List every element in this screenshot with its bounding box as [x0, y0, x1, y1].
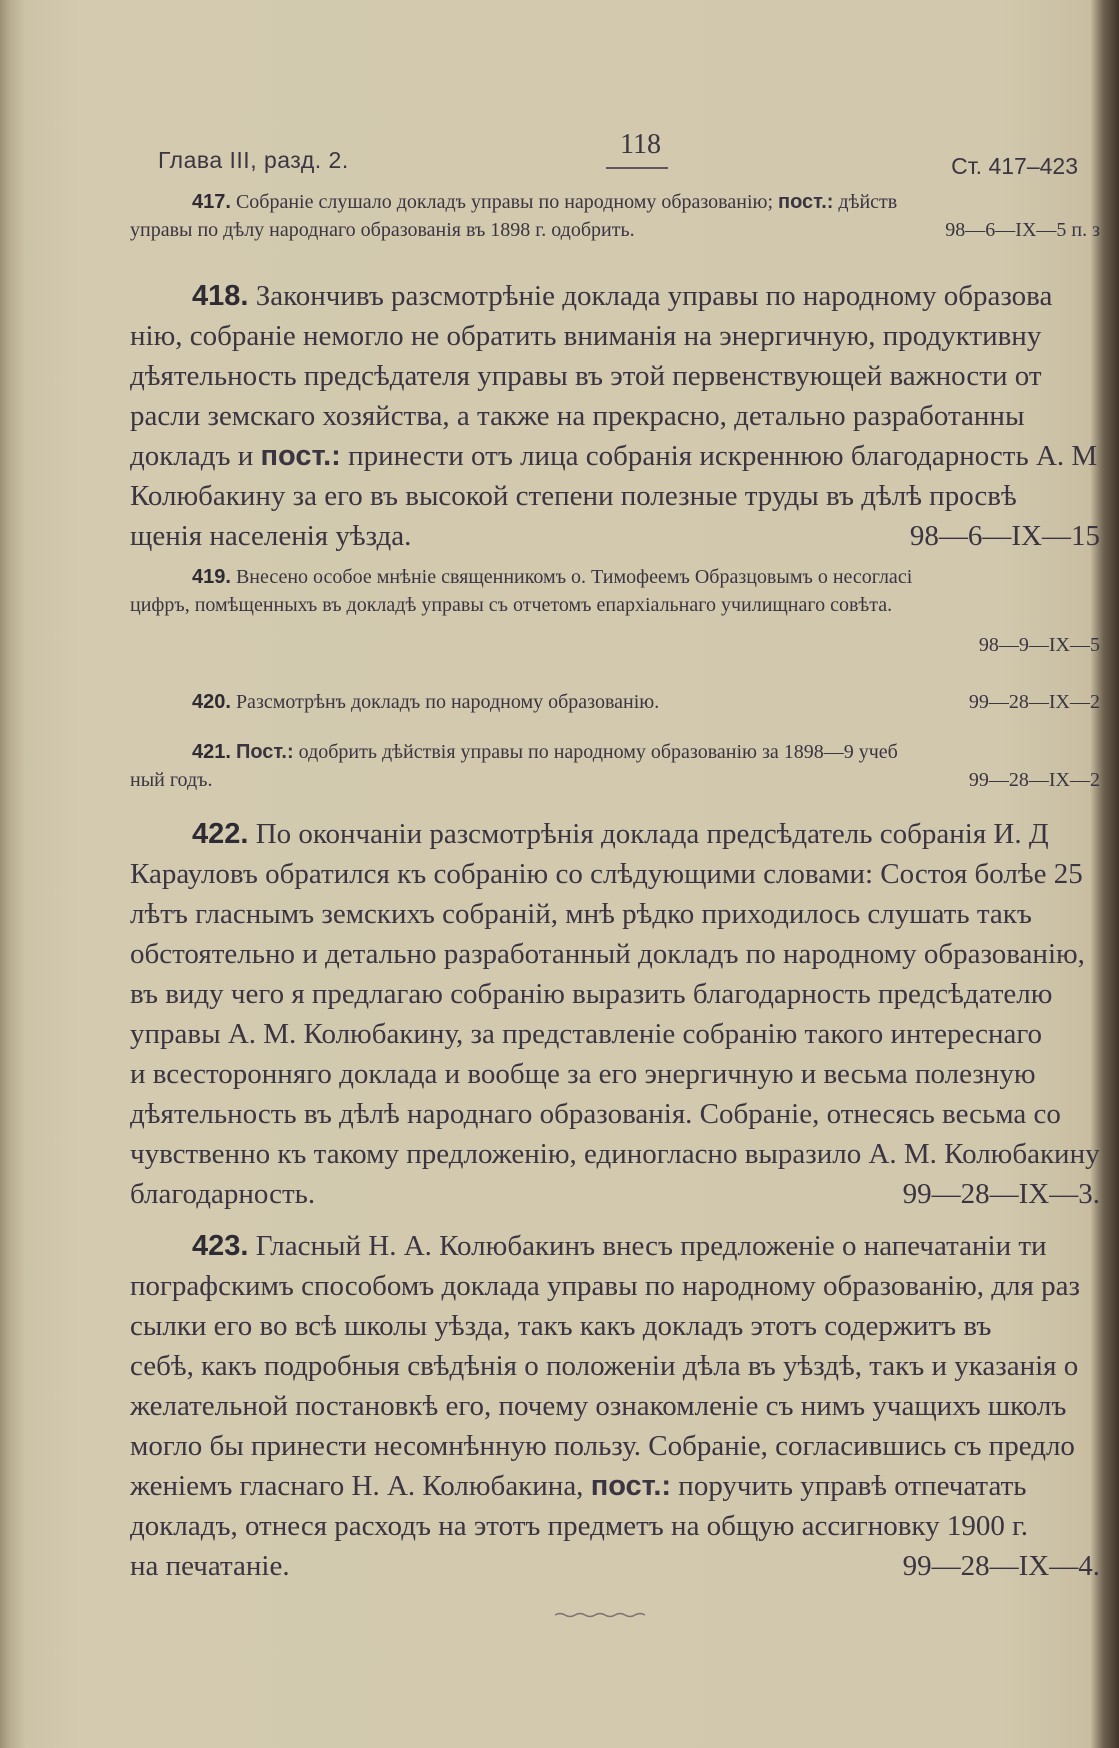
article-text-line: желательной постановкѣ его, почему ознакомленіе съ нимъ учащихъ школъ — [130, 1390, 1067, 1422]
header-rule — [606, 167, 668, 169]
session-reference: 98—6—IX—15 — [909, 520, 1100, 552]
article-text-line: дѣятельность въ дѣлѣ народнаго образованія. Собраніе, отнесясь весьма со — [130, 1098, 1061, 1130]
article-text-line: чувственно къ такому предложенію, единогласно выразило А. М. Колюбакину — [130, 1138, 1100, 1170]
article-text-line: въ виду чего я предлагаю собранію выразить благодарность предсѣдателю — [130, 978, 1053, 1010]
session-reference: 99—28—IX—2 — [968, 769, 1100, 791]
article-text-line: на печатаніе. — [130, 1550, 290, 1582]
article-422 — [130, 814, 1100, 1214]
article-text-line: управы по дѣлу народнаго образованія въ 1898 г. одобрить. 98—6—IX—5 п. з — [130, 216, 1100, 244]
article-text-line: дѣятельность предсѣдателя управы въ этой первенствующей важности от — [130, 360, 1042, 392]
article-418 — [130, 276, 1100, 556]
article-text-line: благодарность. — [130, 1178, 316, 1210]
session-reference: 98—9—IX—5 — [978, 634, 1100, 656]
article-text-line: расли земскаго хозяйства, а также на прекрасно, детально разработанны — [130, 400, 1025, 432]
article-text-line: дѣйств — [838, 191, 898, 213]
article-421 — [130, 738, 1100, 794]
resolution-label: Пост.: — [235, 741, 294, 763]
article-417 — [130, 188, 1100, 244]
article-number: 420. — [192, 691, 231, 713]
article-text-line: поручить управѣ отпечатать — [678, 1470, 1027, 1502]
article-text-line: Собраніе слушало докладъ управы по народному образованію; — [235, 191, 773, 213]
article-number: 419. — [192, 566, 231, 588]
session-reference: 98—6—IX—5 п. з — [945, 219, 1100, 241]
page-number: 118 — [620, 129, 661, 160]
article-number: 422. — [192, 818, 249, 850]
page-header — [158, 125, 1108, 185]
article-text-line: женіемъ гласнаго Н. А. Колюбакина, — [130, 1470, 584, 1502]
article-text-line: Разсмотрѣнъ докладъ по народному образованію. — [235, 691, 660, 713]
article-text-line: По окончаніи разсмотрѣнія доклада предсѣдатель собранія И. Д — [255, 818, 1049, 850]
end-ornament — [555, 1611, 645, 1619]
article-text-line: принести отъ лица собранія искреннюю благодарность А. М — [348, 440, 1098, 472]
article-number: 423. — [192, 1230, 249, 1262]
article-text-line: Карауловъ обратился къ собранію со слѣдующими словами: Состоя болѣе 25 — [130, 858, 1083, 890]
article-text-line: могло бы принести несомнѣнную пользу. Собраніе, согласившись съ предло — [130, 1430, 1075, 1462]
resolution-label: пост.: — [260, 440, 341, 472]
article-text-line: Закончивъ разсмотрѣніе доклада управы по народному образова — [255, 280, 1053, 312]
session-reference: 99—28—IX—2 — [968, 691, 1100, 713]
article-text-line: сылки его во всѣ школы уѣзда, такъ какъ докладъ этотъ содержитъ въ — [130, 1310, 992, 1342]
article-text-line: одобрить дѣйствія управы по народному образованію за 1898—9 учеб — [298, 741, 898, 763]
article-text-line: нію, собраніе немогло не обратить вниманія на энергичную, продуктивну — [130, 320, 1042, 352]
article-423 — [130, 1226, 1100, 1586]
session-reference: 99—28—IX—4. — [902, 1550, 1100, 1582]
article-text-line: докладъ и — [130, 440, 254, 472]
article-number: 421. — [192, 741, 231, 763]
article-text-line: ный годъ. — [130, 769, 213, 791]
article-text-line: щенія населенія уѣзда. — [130, 520, 412, 552]
resolution-label: пост.: — [778, 191, 834, 213]
article-text-line: докладъ, отнеся расходъ на этотъ предметъ на общую ассигновку 1900 г. — [130, 1510, 1028, 1542]
resolution-label: пост.: — [590, 1470, 672, 1502]
article-text-line: лѣтъ гласнымъ земскихъ собраній, мнѣ рѣдко приходилось слушать такъ — [130, 898, 1032, 930]
article-number: 417. — [192, 191, 231, 213]
article-419 — [130, 563, 1100, 659]
article-number: 418. — [192, 280, 249, 312]
article-text-line: Внесено особое мнѣніе священникомъ о. Тимофеемъ Образцовымъ о несогласі — [235, 566, 913, 588]
article-text-line: Колюбакину за его въ высокой степени полезные труды въ дѣлѣ просвѣ — [130, 480, 1017, 512]
session-reference: 99—28—IX—3. — [902, 1178, 1100, 1210]
article-range: Ст. 417–423 — [951, 153, 1078, 179]
article-text-line: и всесторонняго доклада и вообще за его энергичную и весьма полезную — [130, 1058, 1036, 1090]
article-420 — [130, 688, 1100, 716]
article-text-line: управы А. М. Колюбакину, за представленіе собранію такого интереснаго — [130, 1018, 1043, 1050]
article-text-line: цифръ, помѣщенныхъ въ докладѣ управы съ отчетомъ епархіальнаго училищнаго совѣта. — [130, 594, 893, 616]
article-text-line: Гласный Н. А. Колюбакинъ внесъ предложеніе о напечатаніи ти — [255, 1230, 1047, 1262]
article-text-line: себѣ, какъ подробныя свѣдѣнія о положеніи дѣла въ уѣздѣ, такъ и указанія о — [130, 1350, 1079, 1382]
article-text-line: обстоятельно и детально разработанный докладъ по народному образованію, — [130, 938, 1085, 970]
chapter-label: Глава III, разд. 2. — [158, 147, 349, 173]
article-text-line: пографскимъ способомъ доклада управы по народному образованію, для раз — [130, 1270, 1080, 1302]
